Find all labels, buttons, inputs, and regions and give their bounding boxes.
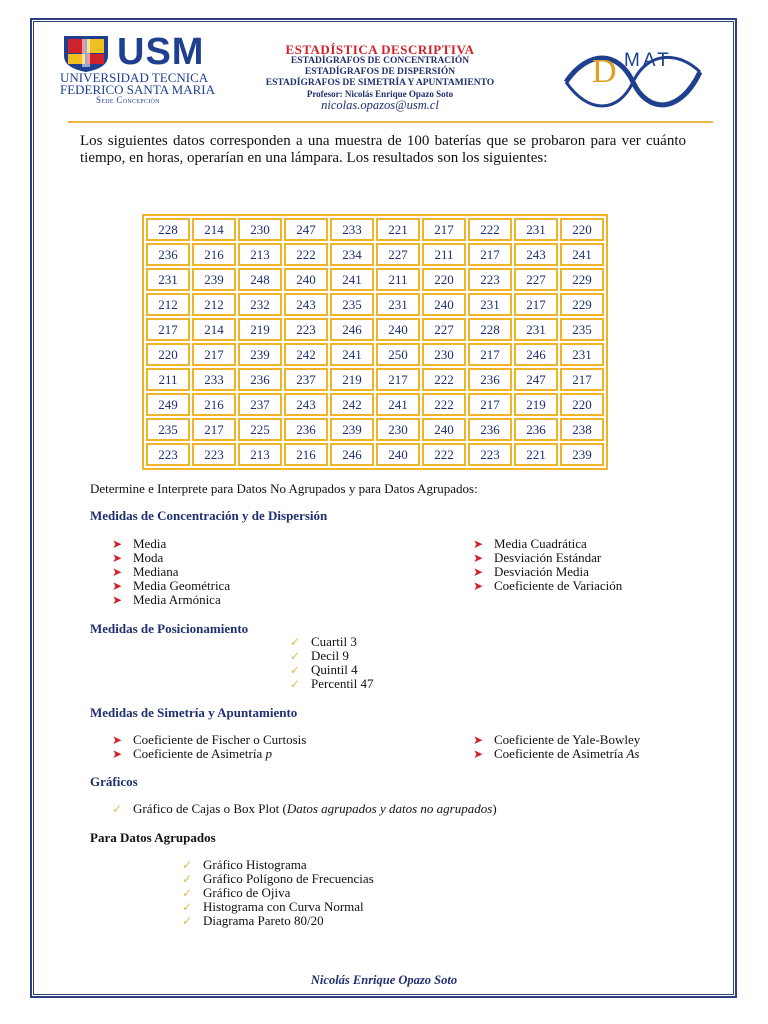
section-title-simetria: Medidas de Simetría y Apuntamiento: [90, 705, 298, 720]
list-item: ✓ Gráfico de Cajas o Box Plot (Datos agrupados y datos no agrupados): [112, 801, 497, 816]
table-cell: 221: [376, 218, 420, 241]
list-item: ✓ Percentil 47: [290, 676, 374, 691]
table-cell: 229: [560, 268, 604, 291]
arrow-bullet-icon: ➤: [112, 565, 123, 579]
table-cell: 241: [560, 243, 604, 266]
table-cell: 219: [238, 318, 282, 341]
graficos-list: [112, 802, 497, 816]
section-title-agrupados: Para Datos Agrupados: [90, 830, 216, 845]
table-cell: 216: [192, 393, 236, 416]
table-row: [146, 443, 604, 466]
table-cell: 239: [192, 268, 236, 291]
table-cell: 241: [330, 343, 374, 366]
dmat-logo-icon: [558, 42, 708, 122]
table-cell: 217: [514, 293, 558, 316]
list-item: ➤ Coeficiente de Fischer o Curtosis: [112, 732, 307, 747]
dmat-wordmark: MAT: [624, 50, 672, 71]
table-cell: 237: [238, 393, 282, 416]
table-cell: 212: [192, 293, 236, 316]
check-bullet-icon: ✓: [112, 802, 123, 816]
check-bullet-icon: ✓: [182, 900, 193, 914]
table-cell: 222: [422, 368, 466, 391]
subtitle-dispersion: ESTADÍGRAFOS DE DISPERSIÓN: [304, 67, 456, 77]
table-row: [146, 368, 604, 391]
instruction-text: Determine e Interprete para Datos No Agrupados y para Datos Agrupados:: [90, 481, 478, 496]
table-row: [146, 293, 604, 316]
posicionamiento-list: [290, 635, 373, 691]
agrupados-list: [182, 858, 374, 928]
list-item: ➤ Moda: [112, 550, 164, 565]
table-cell: 240: [376, 443, 420, 466]
intro-paragraph: Los siguientes datos corresponden a una muestra de 100 baterías que se probaron para ver cuánto tiempo, en horas, operarían en una lámpara. Los resultados son los siguientes:: [80, 133, 686, 166]
university-name-line1: UNIVERSIDAD TECNICA: [60, 70, 209, 85]
table-cell: 248: [238, 268, 282, 291]
table-cell: 217: [192, 418, 236, 441]
table-cell: 214: [192, 318, 236, 341]
table-cell: 240: [376, 318, 420, 341]
table-cell: 239: [238, 343, 282, 366]
table-cell: 232: [238, 293, 282, 316]
list-item: ➤ Coeficiente de Variación: [473, 578, 623, 593]
table-cell: 212: [146, 293, 190, 316]
arrow-bullet-icon: ➤: [473, 733, 484, 747]
table-cell: 217: [192, 343, 236, 366]
battery-data-table: [142, 214, 608, 470]
table-cell: 230: [422, 343, 466, 366]
arrow-bullet-icon: ➤: [112, 579, 123, 593]
table-cell: 227: [514, 268, 558, 291]
section-title-posicionamiento: Medidas de Posicionamiento: [90, 621, 249, 636]
list-item: ✓ Decil 9: [290, 648, 349, 663]
table-cell: 237: [284, 368, 328, 391]
arrow-bullet-icon: ➤: [473, 747, 484, 761]
table-cell: 213: [238, 443, 282, 466]
table-row: [146, 393, 604, 416]
table-cell: 231: [146, 268, 190, 291]
university-name-line2: FEDERICO SANTA MARIA: [60, 82, 215, 97]
table-cell: 223: [192, 443, 236, 466]
table-cell: 228: [468, 318, 512, 341]
check-bullet-icon: ✓: [182, 886, 193, 900]
table-cell: 236: [238, 368, 282, 391]
table-cell: 236: [284, 418, 328, 441]
table-cell: 247: [514, 368, 558, 391]
table-cell: 225: [238, 418, 282, 441]
table-cell: 223: [468, 268, 512, 291]
table-cell: 217: [376, 368, 420, 391]
arrow-bullet-icon: ➤: [112, 537, 123, 551]
subtitle-simetria: ESTADÍGRAFOS DE SIMETRÍA Y APUNTAMIENTO: [265, 78, 495, 88]
list-item: ✓ Diagrama Pareto 80/20: [182, 913, 324, 928]
table-cell: 222: [468, 218, 512, 241]
check-bullet-icon: ✓: [182, 858, 193, 872]
table-cell: 243: [514, 243, 558, 266]
table-cell: 211: [422, 243, 466, 266]
table-cell: 217: [468, 393, 512, 416]
table-cell: 217: [560, 368, 604, 391]
table-cell: 227: [376, 243, 420, 266]
campus-name: Sede Concepción: [96, 95, 160, 105]
table-cell: 222: [422, 393, 466, 416]
list-item: ➤ Media Armónica: [112, 592, 221, 607]
table-cell: 231: [468, 293, 512, 316]
table-cell: 213: [238, 243, 282, 266]
table-row: [146, 243, 604, 266]
table-cell: 211: [146, 368, 190, 391]
table-cell: 217: [146, 318, 190, 341]
list-item: ✓ Gráfico de Ojiva: [182, 885, 291, 900]
arrow-bullet-icon: ➤: [473, 565, 484, 579]
table-cell: 223: [284, 318, 328, 341]
table-cell: 243: [284, 393, 328, 416]
list-item: ➤ Media Geométrica: [112, 578, 231, 593]
arrow-bullet-icon: ➤: [112, 551, 123, 565]
dmat-d-letter: D: [592, 53, 617, 90]
table-cell: 235: [330, 293, 374, 316]
table-cell: 236: [468, 368, 512, 391]
table-row: [146, 218, 604, 241]
list-item: ➤ Coeficiente de Asimetría As: [473, 746, 640, 761]
arrow-bullet-icon: ➤: [473, 551, 484, 565]
table-cell: 231: [376, 293, 420, 316]
table-cell: 231: [560, 343, 604, 366]
table-cell: 220: [560, 393, 604, 416]
table-cell: 243: [284, 293, 328, 316]
simetria-list-right: [473, 733, 640, 761]
table-cell: 228: [146, 218, 190, 241]
list-item: ✓ Cuartil 3: [290, 634, 357, 649]
table-cell: 229: [560, 293, 604, 316]
table-cell: 241: [330, 268, 374, 291]
table-cell: 220: [146, 343, 190, 366]
check-bullet-icon: ✓: [290, 663, 301, 677]
list-item: ➤ Desviación Estándar: [473, 550, 602, 565]
table-cell: 230: [376, 418, 420, 441]
table-cell: 211: [376, 268, 420, 291]
table-cell: 239: [560, 443, 604, 466]
table-cell: 235: [560, 318, 604, 341]
table-cell: 246: [330, 443, 374, 466]
table-cell: 241: [376, 393, 420, 416]
list-item: ➤ Coeficiente de Yale-Bowley: [473, 732, 641, 747]
document-title: ESTADÍSTICA DESCRIPTIVA: [285, 42, 475, 57]
table-cell: 221: [514, 443, 558, 466]
table-row: [146, 343, 604, 366]
table-cell: 216: [192, 243, 236, 266]
list-item: ➤ Desviación Media: [473, 564, 589, 579]
table-cell: 217: [422, 218, 466, 241]
table-cell: 242: [284, 343, 328, 366]
table-cell: 230: [238, 218, 282, 241]
table-cell: 240: [422, 418, 466, 441]
table-cell: 234: [330, 243, 374, 266]
arrow-bullet-icon: ➤: [112, 747, 123, 761]
professor-name: Profesor: Nicolás Enrique Opazo Soto: [306, 89, 454, 99]
table-cell: 246: [330, 318, 374, 341]
table-cell: 231: [514, 218, 558, 241]
section-title-concentracion: Medidas de Concentración y de Dispersión: [90, 508, 328, 523]
table-cell: 216: [284, 443, 328, 466]
concentracion-list-right: [473, 537, 622, 593]
professor-email: nicolas.opazos@usm.cl: [321, 98, 439, 112]
list-item: ➤ Coeficiente de Asimetría p: [112, 746, 272, 761]
list-item: ➤ Mediana: [112, 564, 179, 579]
table-cell: 249: [146, 393, 190, 416]
table-cell: 223: [146, 443, 190, 466]
table-cell: 246: [514, 343, 558, 366]
section-title-graficos: Gráficos: [90, 774, 138, 789]
table-cell: 236: [514, 418, 558, 441]
list-item: ✓ Quintil 4: [290, 662, 358, 677]
table-row: [146, 268, 604, 291]
simetria-list-left: [112, 733, 306, 761]
table-cell: 247: [284, 218, 328, 241]
table-cell: 219: [514, 393, 558, 416]
list-item: ➤ Media: [112, 536, 167, 551]
list-item: ✓ Gráfico Polígono de Frecuencias: [182, 871, 374, 886]
arrow-bullet-icon: ➤: [473, 537, 484, 551]
table-cell: 242: [330, 393, 374, 416]
table-cell: 231: [514, 318, 558, 341]
table-cell: 223: [468, 443, 512, 466]
check-bullet-icon: ✓: [182, 914, 193, 928]
table-cell: 233: [330, 218, 374, 241]
table-cell: 236: [146, 243, 190, 266]
subtitle-concentracion: ESTADÍGRAFOS DE CONCENTRACIÓN: [290, 56, 470, 66]
table-cell: 217: [468, 343, 512, 366]
list-item: ✓ Histograma con Curva Normal: [182, 899, 364, 914]
table-cell: 240: [284, 268, 328, 291]
list-item: ➤ Media Cuadrática: [473, 536, 587, 551]
table-cell: 233: [192, 368, 236, 391]
arrow-bullet-icon: ➤: [112, 733, 123, 747]
concentracion-list-left: [112, 537, 230, 607]
check-bullet-icon: ✓: [182, 872, 193, 886]
usm-wordmark: USM: [117, 31, 205, 73]
table-cell: 222: [284, 243, 328, 266]
table-cell: 238: [560, 418, 604, 441]
table-cell: 239: [330, 418, 374, 441]
list-item: ✓ Gráfico Histograma: [182, 857, 307, 872]
table-cell: 250: [376, 343, 420, 366]
check-bullet-icon: ✓: [290, 677, 301, 691]
table-cell: 236: [468, 418, 512, 441]
table-cell: 220: [422, 268, 466, 291]
check-bullet-icon: ✓: [290, 635, 301, 649]
table-row: [146, 418, 604, 441]
table-cell: 227: [422, 318, 466, 341]
table-row: [146, 318, 604, 341]
table-cell: 222: [422, 443, 466, 466]
table-cell: 214: [192, 218, 236, 241]
table-cell: 220: [560, 218, 604, 241]
arrow-bullet-icon: ➤: [473, 579, 484, 593]
table-cell: 240: [422, 293, 466, 316]
header-divider: [68, 121, 713, 123]
check-bullet-icon: ✓: [290, 649, 301, 663]
table-cell: 235: [146, 418, 190, 441]
table-cell: 217: [468, 243, 512, 266]
footer-author: Nicolás Enrique Opazo Soto: [310, 973, 458, 987]
table-cell: 219: [330, 368, 374, 391]
arrow-bullet-icon: ➤: [112, 593, 123, 607]
